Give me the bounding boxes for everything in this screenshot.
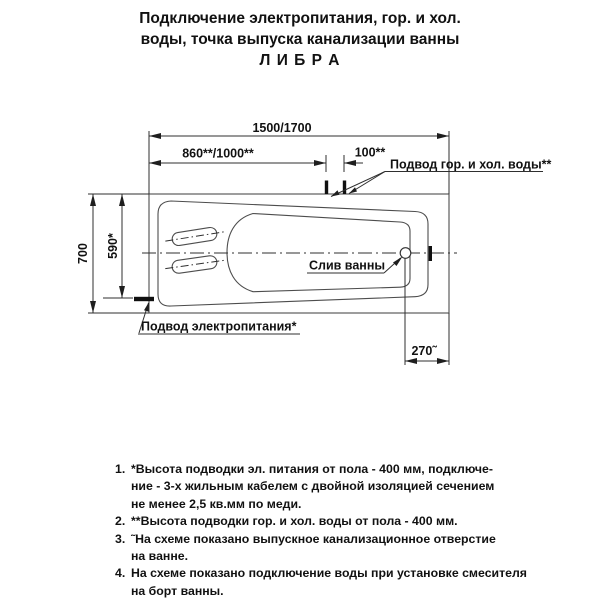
footnote-line: ˜На схеме показано выпускное канализационное отверстие [131,531,496,546]
dim-overall-width-value: 700 [76,243,90,264]
dimension-water-offset [149,147,326,167]
footnote-line: **Высота подводки гор. и хол. воды от пола - 400 мм. [131,514,458,529]
title-line-2: воды, точка выпуска канализации ванны [140,31,460,48]
footnote-line: не менее 2,5 кв.мм по меди. [131,496,302,511]
footnote-line: ние - 3-х жильным кабелем с двойной изоляцией сечением [131,479,495,494]
footnote-number: 1. [115,462,126,476]
dim-drain-offset-value: 270˜ [411,344,437,358]
dimension-drain-offset [405,259,449,366]
footnote-line: на борт ванны. [131,583,224,598]
power-supply-label: Подвод электропитания* [141,319,297,334]
water-supply-mark-1 [325,181,328,195]
handle-grip-top [165,227,223,247]
footnote-number: 4. [115,566,126,581]
dimension-water-spacing [326,146,385,173]
dimension-power-offset [103,194,133,298]
model-name: Л И Б Р А [259,52,341,69]
footnotes [115,461,590,600]
footnote-2 [115,513,590,530]
footnote-number: 2. [115,514,126,529]
footnote-line: на ванне. [131,549,189,564]
handle-grip-bottom [165,255,223,274]
bath-top-view [142,194,457,313]
footnote-3 [115,531,590,566]
water-supply-mark-2 [343,181,346,195]
dim-power-offset-value: 590* [106,233,120,259]
footnote-1 [115,461,590,513]
dim-water-offset-value: 860**/1000** [182,146,254,161]
footnote-number: 3. [115,531,126,546]
overflow-mark [429,246,432,261]
power-supply-mark [134,297,154,301]
dim-water-spacing-value: 100** [354,145,386,160]
title-line-1: Подключение электропитания, гор. и хол. [139,10,461,27]
dim-overall-length-value: 1500/1700 [252,121,312,135]
water-supply-label: Подвод гор. и хол. воды** [390,157,552,172]
drain-callout [307,257,403,274]
drain-label: Слив ванны [309,258,386,273]
footnote-4 [115,565,590,600]
drain-hole [400,248,411,259]
footnote-line: *Высота подводки эл. питания от пола - 400 мм, подключе- [131,462,493,476]
footnote-line: На схеме показано подключение воды при установке смесителя [131,566,527,581]
